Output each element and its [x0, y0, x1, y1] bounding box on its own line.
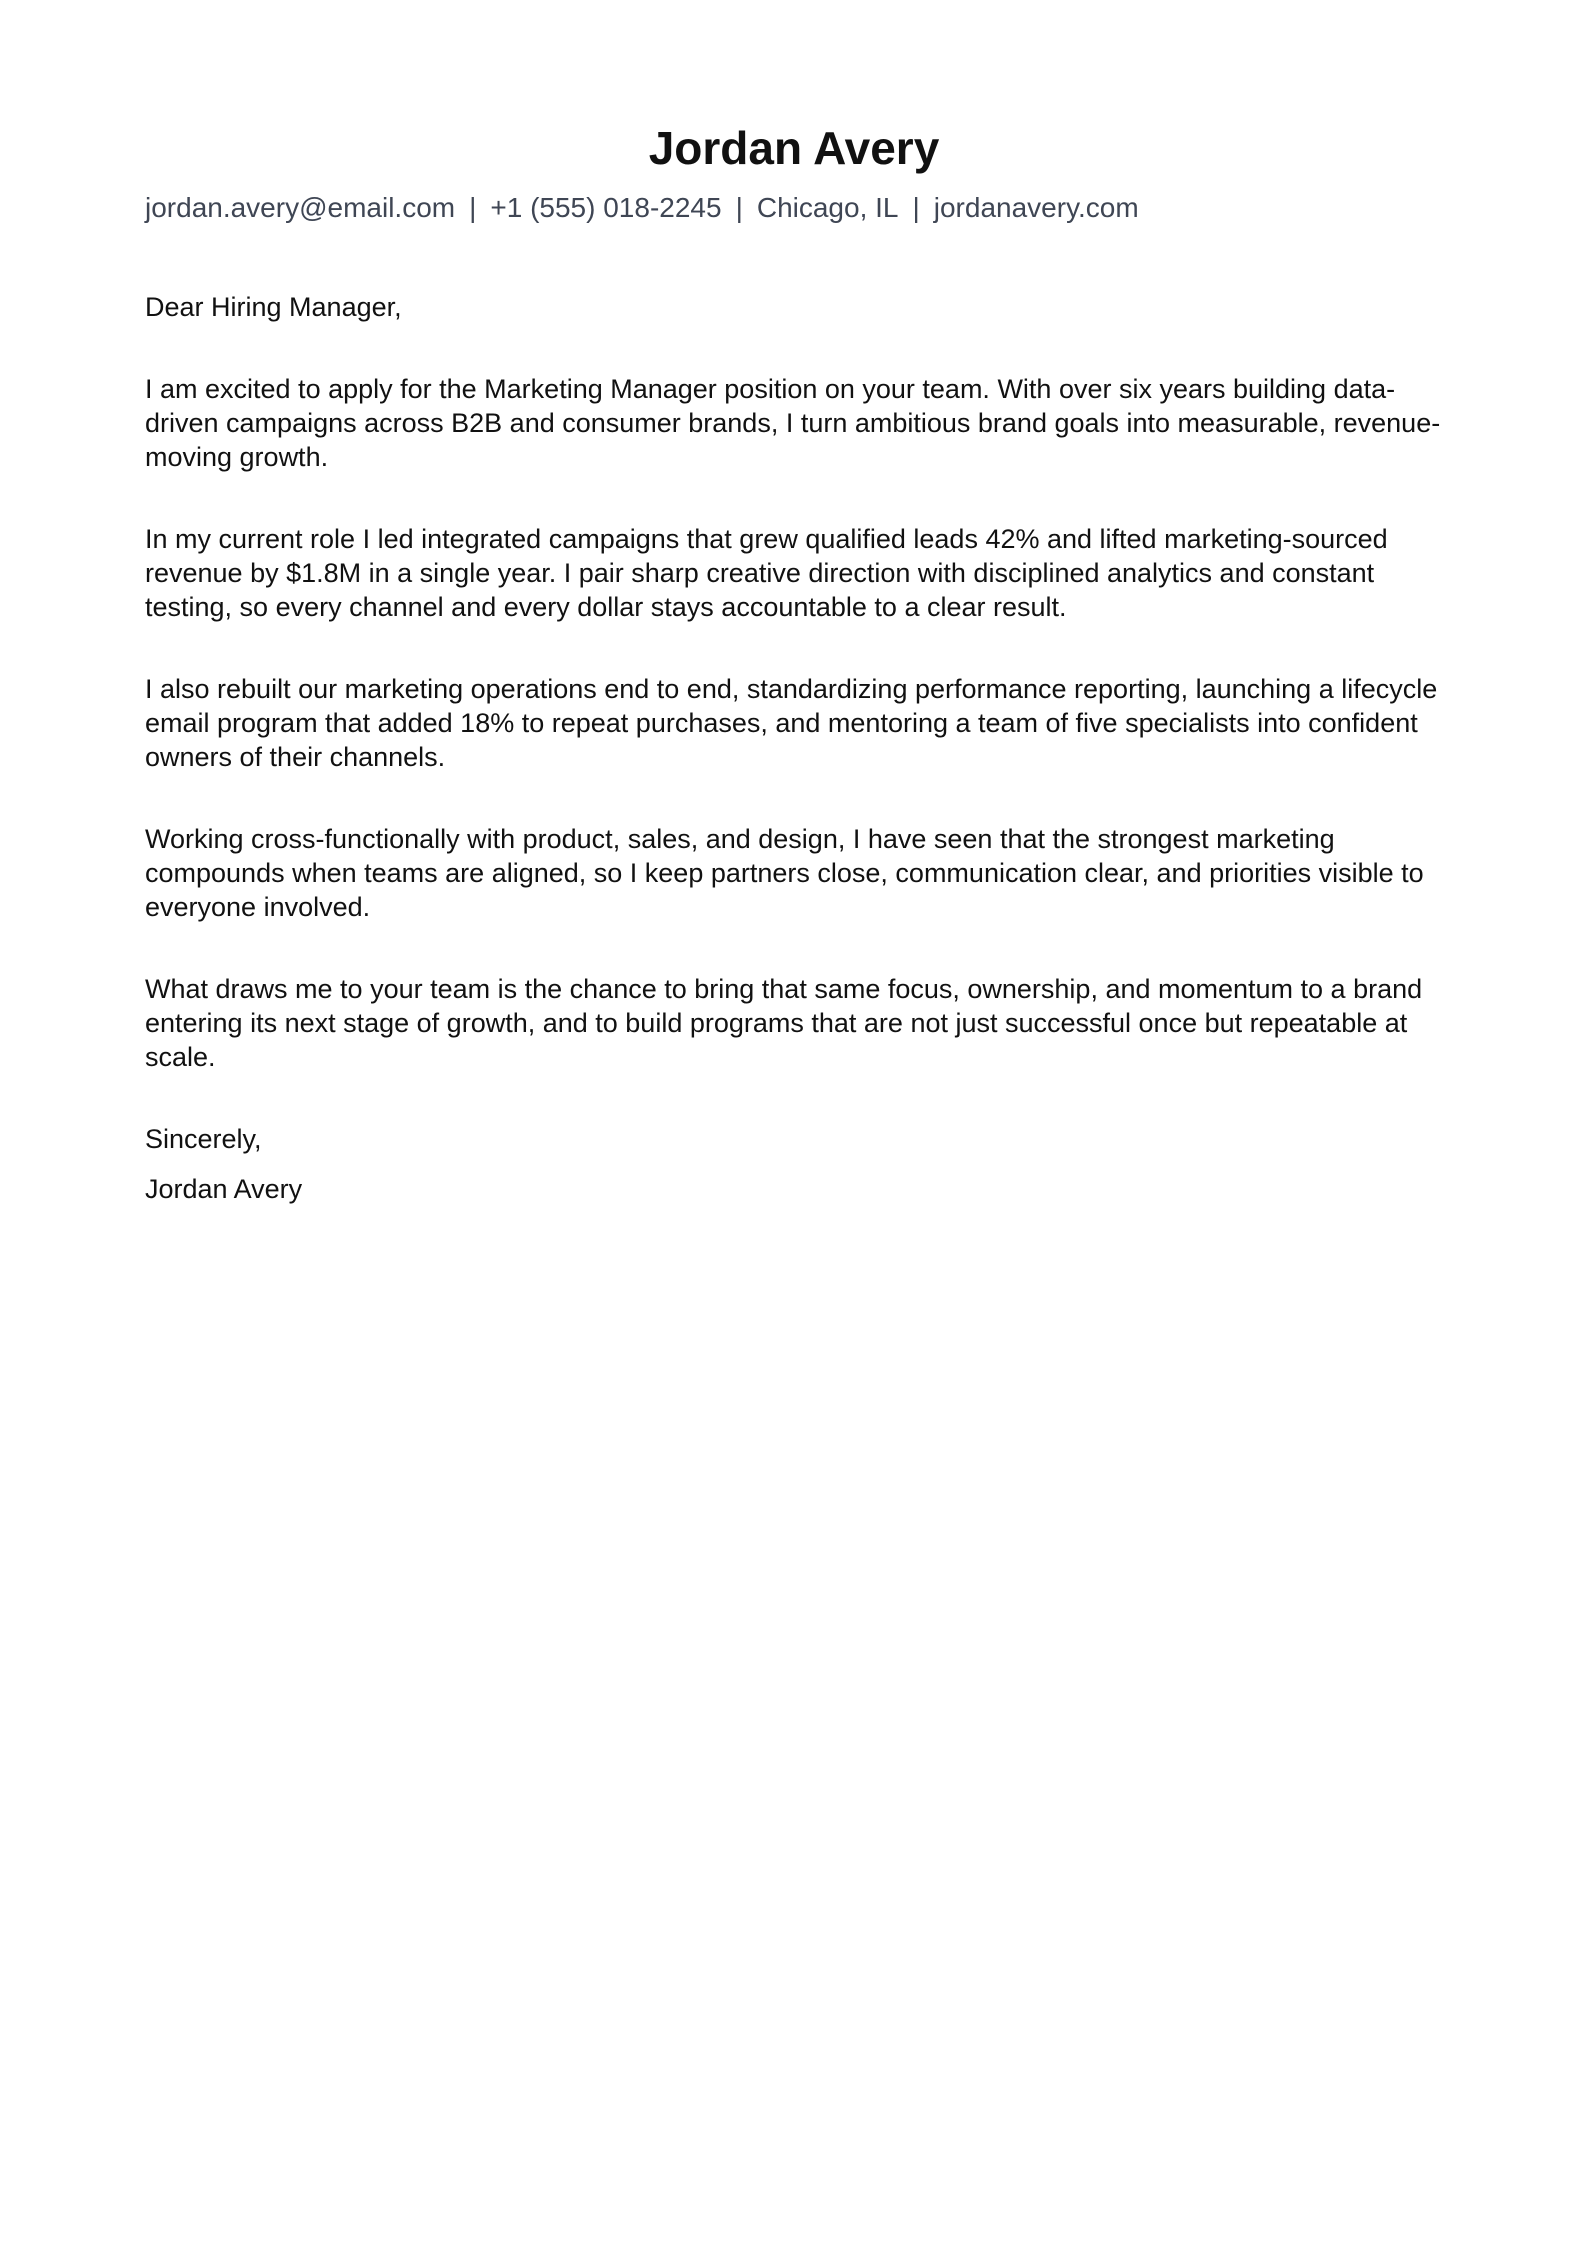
applicant-name: Jordan Avery	[648, 122, 940, 174]
letter-paragraph-1: I am excited to apply for the Marketing Manager position on your team. With over six years building data-driven campaigns across B2B and consumer brands, I turn ambitious brand goals into measurable, revenue-moving growth.	[145, 374, 1441, 472]
contact-website: jordanavery.com	[933, 192, 1139, 223]
contact-location: Chicago, IL	[756, 192, 899, 223]
contact-separator: |	[912, 192, 920, 223]
letter-paragraph-3: I also rebuilt our marketing operations end to end, standardizing performance reporting, launching a lifecycle email program that added 18% to repeat purchases, and mentoring a team of five specialists into confident owners of their channels.	[145, 674, 1438, 772]
contact-separator: |	[735, 192, 743, 223]
contact-separator: |	[469, 192, 477, 223]
letter-paragraph-2: In my current role I led integrated campaigns that grew qualified leads 42% and lifted marketing-sourced revenue by $1.8M in a single year. I pair sharp creative direction with disciplined analytics and constant testing, so every channel and every dollar stays accountable to a clear result.	[145, 524, 1388, 622]
letter-greeting: Dear Hiring Manager,	[145, 292, 402, 322]
letter-body	[145, 290, 1445, 1206]
letter-signature: Jordan Avery	[145, 1174, 303, 1204]
contact-email: jordan.avery@email.com	[145, 192, 456, 223]
letter-paragraph-4: Working cross-functionally with product, sales, and design, I have seen that the strongest marketing compounds when teams are aligned, so I keep partners close, communication clear, and priorities visible to everyone involved.	[145, 824, 1424, 922]
contact-phone: +1 (555) 018-2245	[490, 192, 722, 223]
letter-header	[145, 118, 1443, 228]
letter-paragraph-5: What draws me to your team is the chance to bring that same focus, ownership, and momentum to a brand entering its next stage of growth, and to build programs that are not just successful once but repeatable at scale.	[145, 974, 1423, 1072]
letter-closing: Sincerely,	[145, 1124, 262, 1154]
contact-line	[145, 188, 1443, 228]
